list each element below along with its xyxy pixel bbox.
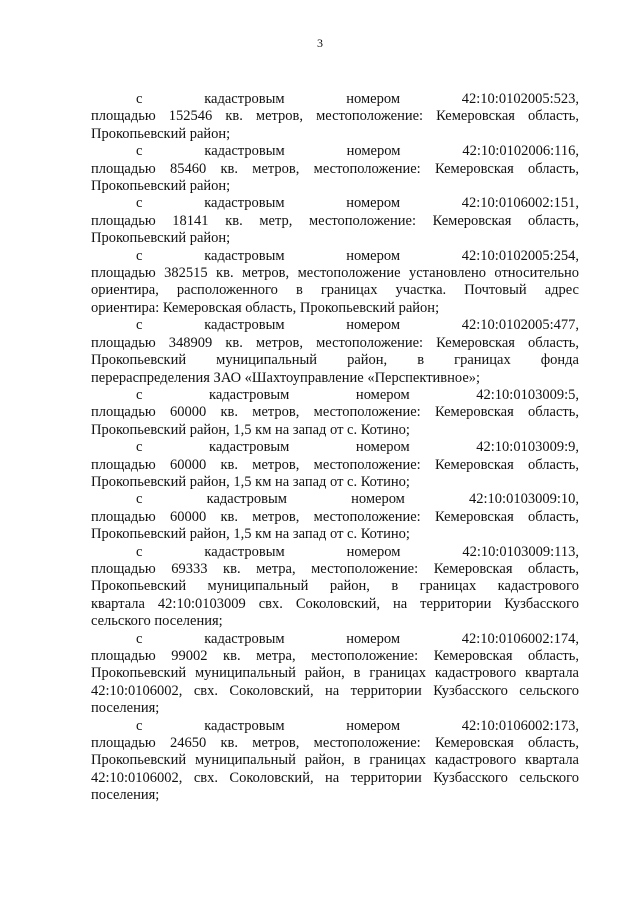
cadastral-entry [91, 317, 579, 387]
cadastral-entry [91, 195, 579, 247]
entry-text-line: Прокопьевский район, 1,5 км на запад от с. Котино; [91, 526, 410, 543]
entry-text-line: площадью 152546 кв. метров, местоположение: Кемеровская область, [91, 108, 579, 125]
cadastral-entry [91, 248, 579, 318]
entry-text-line: 42:10:0106002, свх. Соколовский, на территории Кузбасского сельского [91, 769, 579, 786]
entry-text-line: сельского поселения; [91, 613, 223, 630]
entry-text-line: площадью 348909 кв. метров, местоположение: Кемеровская область, [91, 334, 579, 351]
entry-text-line: поселения; [91, 787, 160, 804]
entry-text-line: 42:10:0106002, свх. Соколовский, на территории Кузбасского сельского [91, 682, 579, 699]
entry-heading-line: с кадастровым номером 42:10:0106002:174, [136, 630, 579, 647]
entry-text-line: Прокопьевский муниципальный район, в границах кадастрового квартала [91, 665, 579, 682]
entry-text-line: площадью 60000 кв. метров, местоположение: Кемеровская область, [91, 456, 579, 473]
entry-text-line: Прокопьевский район, 1,5 км на запад от с. Котино; [91, 421, 410, 438]
entry-text-line: площадью 99002 кв. метра, местоположение: Кемеровская область, [91, 648, 579, 664]
cadastral-entry [91, 439, 579, 491]
entry-text-line: площадью 69333 кв. метра, местоположение: Кемеровская область, [91, 560, 579, 577]
entry-heading-line: с кадастровым номером 42:10:0102005:254, [136, 247, 579, 264]
entry-heading-line: с кадастровым номером 42:10:0103009:113, [136, 543, 579, 560]
entry-text-line: Прокопьевский район; [91, 125, 231, 142]
entry-text-line: ориентира: Кемеровская область, Прокопьевский район; [91, 299, 440, 316]
cadastral-entry [91, 544, 579, 631]
entry-text-line: площадью 60000 кв. метров, местоположение: Кемеровская область, [91, 404, 579, 421]
entry-text-line: квартала 42:10:0103009 свх. Соколовский, на территории Кузбасского [91, 595, 579, 612]
entry-heading-line: с кадастровым номером 42:10:0106002:151, [136, 195, 579, 212]
cadastral-entry [91, 387, 579, 439]
cadastral-entry [91, 143, 579, 195]
entry-text-line: ориентира, расположенного в границах участка. Почтовый адрес [91, 282, 579, 299]
entry-text-line: Прокопьевский муниципальный район, в границах кадастрового квартала [91, 752, 579, 769]
entry-text-line: площадью 60000 кв. метров, местоположение: Кемеровская область, [91, 508, 579, 525]
entry-text-line: Прокопьевский район, 1,5 км на запад от с. Котино; [91, 473, 410, 490]
entry-text-line: площадью 18141 кв. метр, местоположение: Кемеровская область, [91, 212, 579, 229]
entry-heading-line: с кадастровым номером 42:10:0103009:5, [136, 386, 579, 403]
entry-text-line: площадью 85460 кв. метров, местоположение: Кемеровская область, [91, 160, 579, 177]
entry-heading-line: с кадастровым номером 42:10:0103009:9, [136, 439, 579, 456]
document-body [91, 91, 579, 805]
entry-heading-line: с кадастровым номером 42:10:0102005:523, [136, 91, 579, 107]
entry-text-line: Прокопьевский район; [91, 230, 231, 247]
entry-text-line: Прокопьевский муниципальный район, в границах кадастрового [91, 578, 579, 595]
entry-text-line: поселения; [91, 700, 160, 717]
entry-heading-line: с кадастровым номером 42:10:0103009:10, [136, 491, 579, 508]
cadastral-entry [91, 491, 579, 543]
page-number: 3 [317, 36, 323, 50]
entry-heading-line: с кадастровым номером 42:10:0102005:477, [136, 317, 579, 334]
entry-text-line: площадью 382515 кв. метров, местоположение установлено относительно [91, 265, 579, 282]
entry-heading-line: с кадастровым номером 42:10:0106002:173, [136, 717, 579, 734]
cadastral-entry [91, 631, 579, 718]
entry-text-line: перераспределения ЗАО «Шахтоуправление «Перспективное»; [91, 369, 481, 386]
cadastral-entry [91, 91, 579, 143]
cadastral-entry [91, 718, 579, 805]
entry-heading-line: с кадастровым номером 42:10:0102006:116, [136, 143, 579, 160]
entry-text-line: Прокопьевский муниципальный район, в границах фонда [91, 352, 579, 369]
entry-text-line: площадью 24650 кв. метров, местоположение: Кемеровская область, [91, 735, 579, 752]
entry-text-line: Прокопьевский район; [91, 178, 231, 195]
